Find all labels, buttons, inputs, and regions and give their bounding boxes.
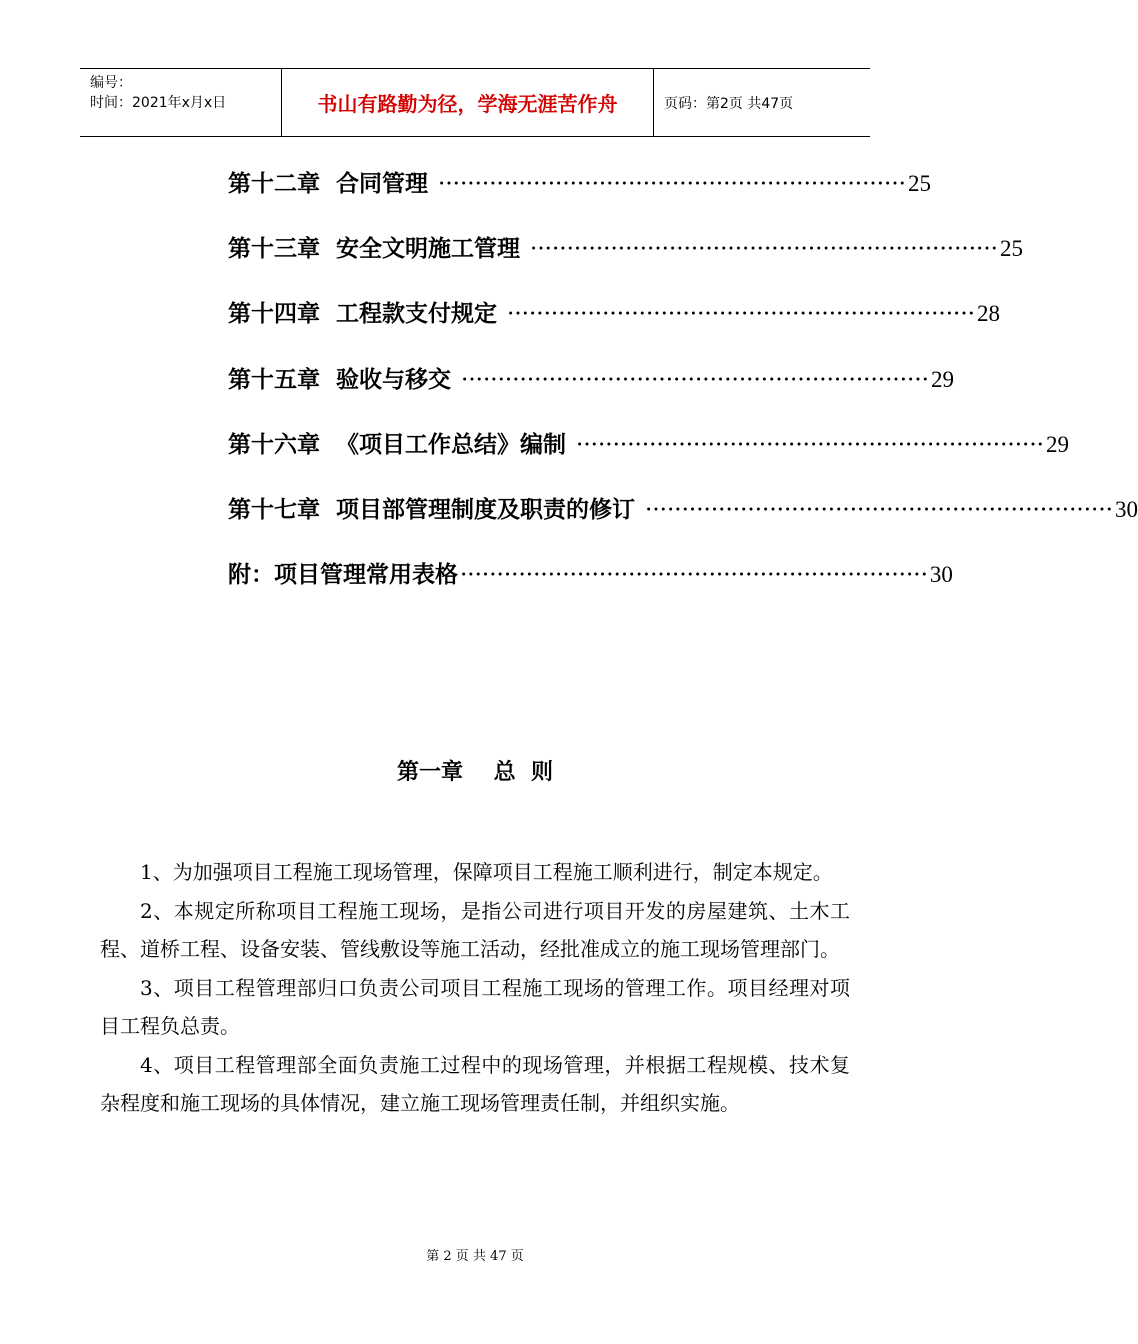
toc-item (228, 361, 954, 426)
toc-leader: ································································ (530, 236, 998, 263)
toc-leader: ································································ (460, 562, 928, 589)
toc-leader: ································································ (507, 301, 975, 328)
paragraph: 1、为加强项目工程施工现场管理，保障项目工程施工顺利进行，制定本规定。 (140, 860, 833, 884)
time-label: 时间：2021年x月x日 (90, 95, 227, 111)
toc-leader: ································································ (576, 431, 1044, 458)
toc-item (228, 295, 1000, 360)
toc-leader: ································································ (645, 496, 1113, 523)
toc-item-page: 29 (930, 366, 954, 392)
toc-leader: ································································ (438, 171, 906, 197)
chapter-title: 第一章 总 则 (397, 760, 553, 785)
page-footer: 第 2 页 共 47 页 (426, 1249, 524, 1264)
toc-item-page: 25 (999, 236, 1023, 262)
paragraph: 4、项目工程管理部全面负责施工过程中的现场管理，并根据工程规模、技术复杂程度和施工现场的具体情况，建立施工现场管理责任制，并组织实施。 (100, 1052, 850, 1115)
toc-item-page: 28 (976, 301, 1000, 327)
toc-item-title: 第十四章 工程款支付规定 (228, 301, 506, 328)
header-meta (80, 69, 282, 136)
page-header (80, 68, 870, 137)
toc-leader: ································································ (461, 366, 929, 393)
number-label: 编号： (90, 75, 132, 91)
toc-item-title: 第十五章 验收与移交 (228, 366, 460, 393)
toc-item (228, 491, 1138, 556)
table-of-contents (228, 165, 1138, 621)
paragraph: 2、本规定所称项目工程施工现场，是指公司进行项目开发的房屋建筑、土木工程、道桥工程、设备安装、管线敷设等施工活动，经批准成立的施工现场管理部门。 (100, 898, 850, 961)
toc-item (228, 165, 931, 230)
toc-item-page: 30 (1114, 496, 1138, 522)
header-page-info: 页码：第2页 共47页 (664, 95, 794, 112)
paragraph: 3、项目工程管理部归口负责公司项目工程施工现场的管理工作。项目经理对项目工程负总责。 (100, 975, 850, 1038)
toc-item-title: 第十六章 《项目工作总结》编制 (228, 431, 575, 458)
toc-item (228, 556, 953, 621)
toc-item-page: 29 (1045, 431, 1069, 457)
toc-item-title: 第十三章 安全文明施工管理 (228, 236, 529, 263)
toc-item-page: 30 (929, 562, 953, 588)
toc-item-title: 第十二章 合同管理 (228, 171, 437, 197)
toc-item (228, 426, 1069, 491)
body-text (100, 853, 850, 1123)
toc-item-page: 25 (907, 171, 931, 196)
toc-item (228, 230, 1023, 295)
header-motto: 书山有路勤为径，学海无涯苦作舟 (282, 69, 654, 136)
toc-item-title: 第十七章 项目部管理制度及职责的修订 (228, 496, 644, 523)
toc-item-title: 附：项目管理常用表格 (228, 562, 458, 589)
